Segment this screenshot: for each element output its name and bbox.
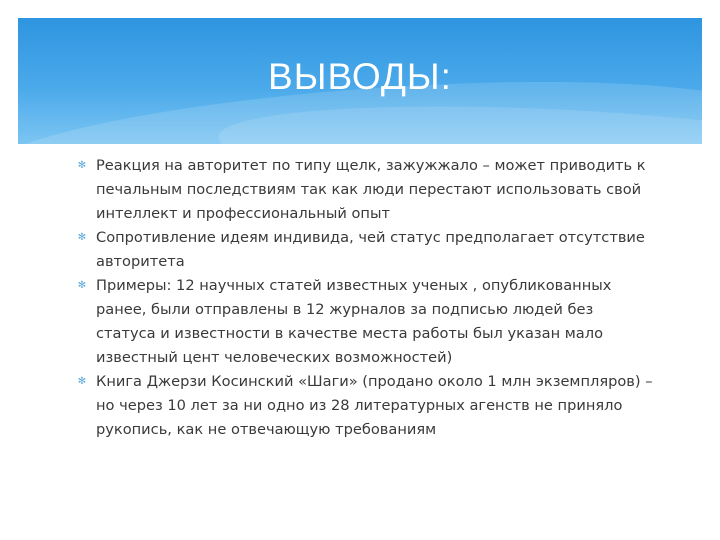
list-item xyxy=(76,370,656,442)
bullet-text: Реакция на авторитет по типу щелк, зажужжало – может приводить к печальным последствиям так как люди перестают использовать свой интеллект и профессиональный опыт xyxy=(96,157,646,222)
bullet-text: Примеры: 12 научных статей известных ученых , опубликованных ранее, были отправлены в 12 журналов за подписью людей без статуса и известности в качестве места работы был указан мало известный цент человеческих возможностей) xyxy=(96,277,612,366)
asterisk-icon: ✻ xyxy=(77,280,87,291)
asterisk-icon: ✻ xyxy=(77,232,87,243)
bullet-text: Книга Джерзи Косинский «Шаги» (продано около 1 млн экземпляров) – но через 10 лет за ни одно из 28 литературных агенств не приняло рукопись, как не отвечающую требованиям xyxy=(96,373,653,438)
title-banner xyxy=(18,18,702,144)
bullet-text: Сопротивление идеям индивида, чей статус предполагает отсутствие авторитета xyxy=(96,229,645,270)
slide-title: ВЫВОДЫ: xyxy=(268,56,452,97)
list-item xyxy=(76,274,656,370)
asterisk-icon: ✻ xyxy=(77,376,87,387)
bullet-list xyxy=(76,154,656,442)
asterisk-icon: ✻ xyxy=(77,160,87,171)
list-item xyxy=(76,154,656,226)
list-item xyxy=(76,226,656,274)
